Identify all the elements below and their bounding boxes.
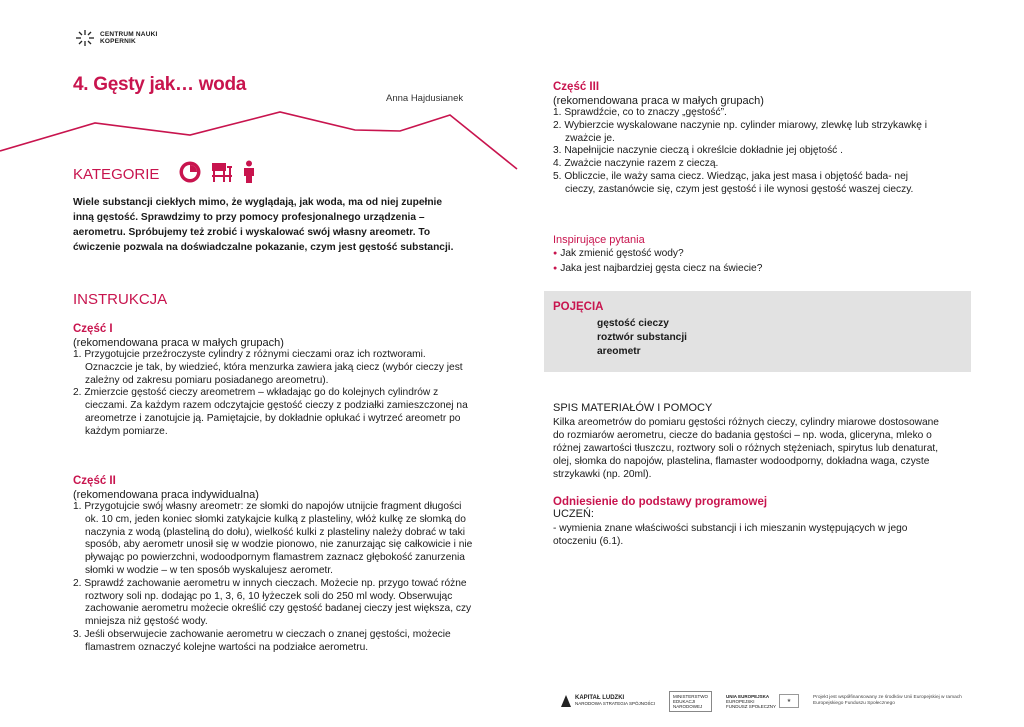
categories-heading: KATEGORIE xyxy=(73,166,160,183)
logo xyxy=(74,28,158,48)
materials-heading: SPIS MATERIAŁÓW I POMOCY xyxy=(553,402,713,414)
category-icons xyxy=(178,160,256,184)
list-item: 3. Napełnijcie naczynie cieczą i określcie dokładnie jej objętość . xyxy=(553,145,843,157)
page-title: 4. Gęsty jak… woda xyxy=(73,74,247,95)
part-2-subtitle: (rekomendowana praca indywidualna) xyxy=(73,489,259,501)
list-item: 3. Jeśli obserwujecie zachowanie aerometru w cieczach o znanej gęstości, możecie flamastrem oznaczyć kolejne wartości na podziałce aerometru. xyxy=(73,628,451,653)
list-item: roztwór substancji xyxy=(597,332,688,343)
inspiring-heading: Inspirujące pytania xyxy=(553,234,645,246)
concepts-panel xyxy=(544,291,971,372)
kopernik-logo-icon xyxy=(74,28,96,48)
part-2-steps xyxy=(73,501,473,655)
materials-section xyxy=(553,402,953,481)
part-3-steps xyxy=(553,107,933,197)
list-item: 2. Wybierzcie wyskalowane naczynie np. cylinder miarowy, zlewkę lub strzykawkę i zważcie je. xyxy=(553,119,927,144)
eu-logo: UNIA EUROPEJSKA EUROPEJSKI FUNDUSZ SPOŁECZNY ★ xyxy=(726,694,799,709)
footer-logos xyxy=(560,688,963,714)
list-item: 5. Obliczcie, ile waży sama ciecz. Wiedząc, jaka jest masa i objętość bada- nej cieczy, zastanówcie się, czym jest gęstość i ile wynosi gęstość waszej cieczy. xyxy=(553,170,914,195)
list-item: gęstość cieczy xyxy=(597,318,669,329)
author: Anna Hajdusianek xyxy=(386,93,464,104)
instructions-heading: INSTRUKCJA xyxy=(73,291,168,308)
concepts-list xyxy=(597,317,687,359)
part-3-subtitle: (rekomendowana praca w małych grupach) xyxy=(553,95,764,107)
footer-note: Projekt jest współfinansowany ze środków Unii Europejskiej w ramach Europejskiego Funduszu Społecznego xyxy=(813,695,962,706)
kapital-ludzki-logo: KAPITAŁ LUDZKI NARODOWA STRATEGIA SPÓJNOŚCI xyxy=(560,694,655,708)
desk-icon xyxy=(211,160,233,184)
list-item: 1. Przygotujcie swój własny areometr: ze słomki do napojów utnijcie fragment długości ok. 10 cm, jeden koniec słomki zatykajcie kulką z plasteliny, włóż kulkę ze słomką do naczynia z wodą (plasteliną do dołu), wielkość kulki z plasteliny należy dobrać w taki sposób, aby aerometr unosił się w wodzie pionowo, nie zanurzając się całkowicie i nie pływając po powierzchni, wodoodpornym flamastrem zaznacz głębokość zanurzenia słomki w wodzie – w ten sposób wyskalujesz aerometr. xyxy=(73,501,473,576)
part-3-title: Część III xyxy=(553,81,600,93)
person-icon xyxy=(242,160,256,184)
part-2-title: Część II xyxy=(73,475,116,487)
part-1 xyxy=(73,323,473,439)
curriculum-heading: Odniesienie do podstawy programowej xyxy=(553,496,768,508)
list-item: 1. Sprawdźcie, co to znaczy „gęstość”. xyxy=(553,107,727,118)
part-1-steps xyxy=(73,349,473,439)
curriculum-section xyxy=(553,496,953,548)
list-item: ● Jak zmienić gęstość wody? xyxy=(553,247,933,262)
inspiring-list xyxy=(553,247,933,276)
clock-icon xyxy=(178,160,202,184)
inspiring-questions xyxy=(553,234,933,276)
eu-flag-icon: ★ xyxy=(779,694,799,708)
list-item: 4. Zważcie naczynie razem z cieczą. xyxy=(553,158,719,170)
ministry-logo: MINISTERSTWO EDUKACJI NARODOWEJ xyxy=(669,691,712,712)
list-item: 2. Zmierzcie gęstość cieczy areometrem – wkładając go do kolejnych cylindrów z cieczami. Za każdym razem odczytajcie gęstość cieczy z podziałki zamieszczonej na areometrze i zanotujcie ją. Pamiętajcie, by dokładnie opłukać i wytrzeć areometr po każdym pomiarze. xyxy=(73,387,468,437)
materials-body: Kilka areometrów do pomiaru gęstości różnych cieczy, cylindry miarowe dostosowane do rozmiarów aerometru, ciecze do badania gęstości – np. woda, gliceryna, mleko o różnej zawartości tłuszczu, roztwory soli o różnych stężeniach, spirytus lub denaturat, olej, słomka do napojów, plastelina, flamaster wodoodporny, dokładna waga, czyste strzykawki (np. 20ml). xyxy=(553,417,939,480)
intro-text: Wiele substancji ciekłych mimo, że wyglądają, jak woda, ma od niej zupełnie inną gęstość. Sprawdzimy to przy pomocy profesjonalnego urządzenia – aerometru. Spróbujemy też zrobić i wyskalować swój własny areometr. To ćwiczenie pozwala na doświadczalne pokazanie, czym jest gęstość substancji. xyxy=(73,197,454,253)
list-item: 1. Przygotujcie przeźroczyste cylindry z różnymi cieczami oraz ich roztworami. Oznaczcie je tak, by wiedzieć, która menzurka zawiera jaką ciecz (wybór cieczy jest zależny od zakresu pomiaru posiadanego areometru). xyxy=(73,349,463,386)
curriculum-subheading: UCZEŃ: xyxy=(553,508,594,520)
curriculum-body: - wymienia znane właściwości substancji i ich mieszanin występujących w jego otoczeniu (6.1). xyxy=(553,523,908,547)
list-item: 2. Sprawdź zachowanie aerometru w innych cieczach. Możecie np. przygo tować różne roztwory soli np. dodając po 1, 3, 6, 10 łyżeczek soli do 250 ml wody. Obserwując zachowanie aerometru możecie określić czy gęstość badanej cieczy jest większa, czy mniejsza niż gęstość wody. xyxy=(73,577,472,628)
part-1-title: Część I xyxy=(73,323,113,335)
list-item: ● Jaka jest najbardziej gęsta ciecz na świecie? xyxy=(553,262,933,277)
part-3 xyxy=(553,81,933,197)
part-1-subtitle: (rekomendowana praca w małych grupach) xyxy=(73,337,284,349)
list-item: areometr xyxy=(597,346,641,357)
concepts-heading: POJĘCIA xyxy=(553,301,604,313)
logo-text: CENTRUM NAUKI KOPERNIK xyxy=(100,31,158,45)
part-2 xyxy=(73,475,473,655)
kapital-ludzki-icon xyxy=(560,694,572,708)
